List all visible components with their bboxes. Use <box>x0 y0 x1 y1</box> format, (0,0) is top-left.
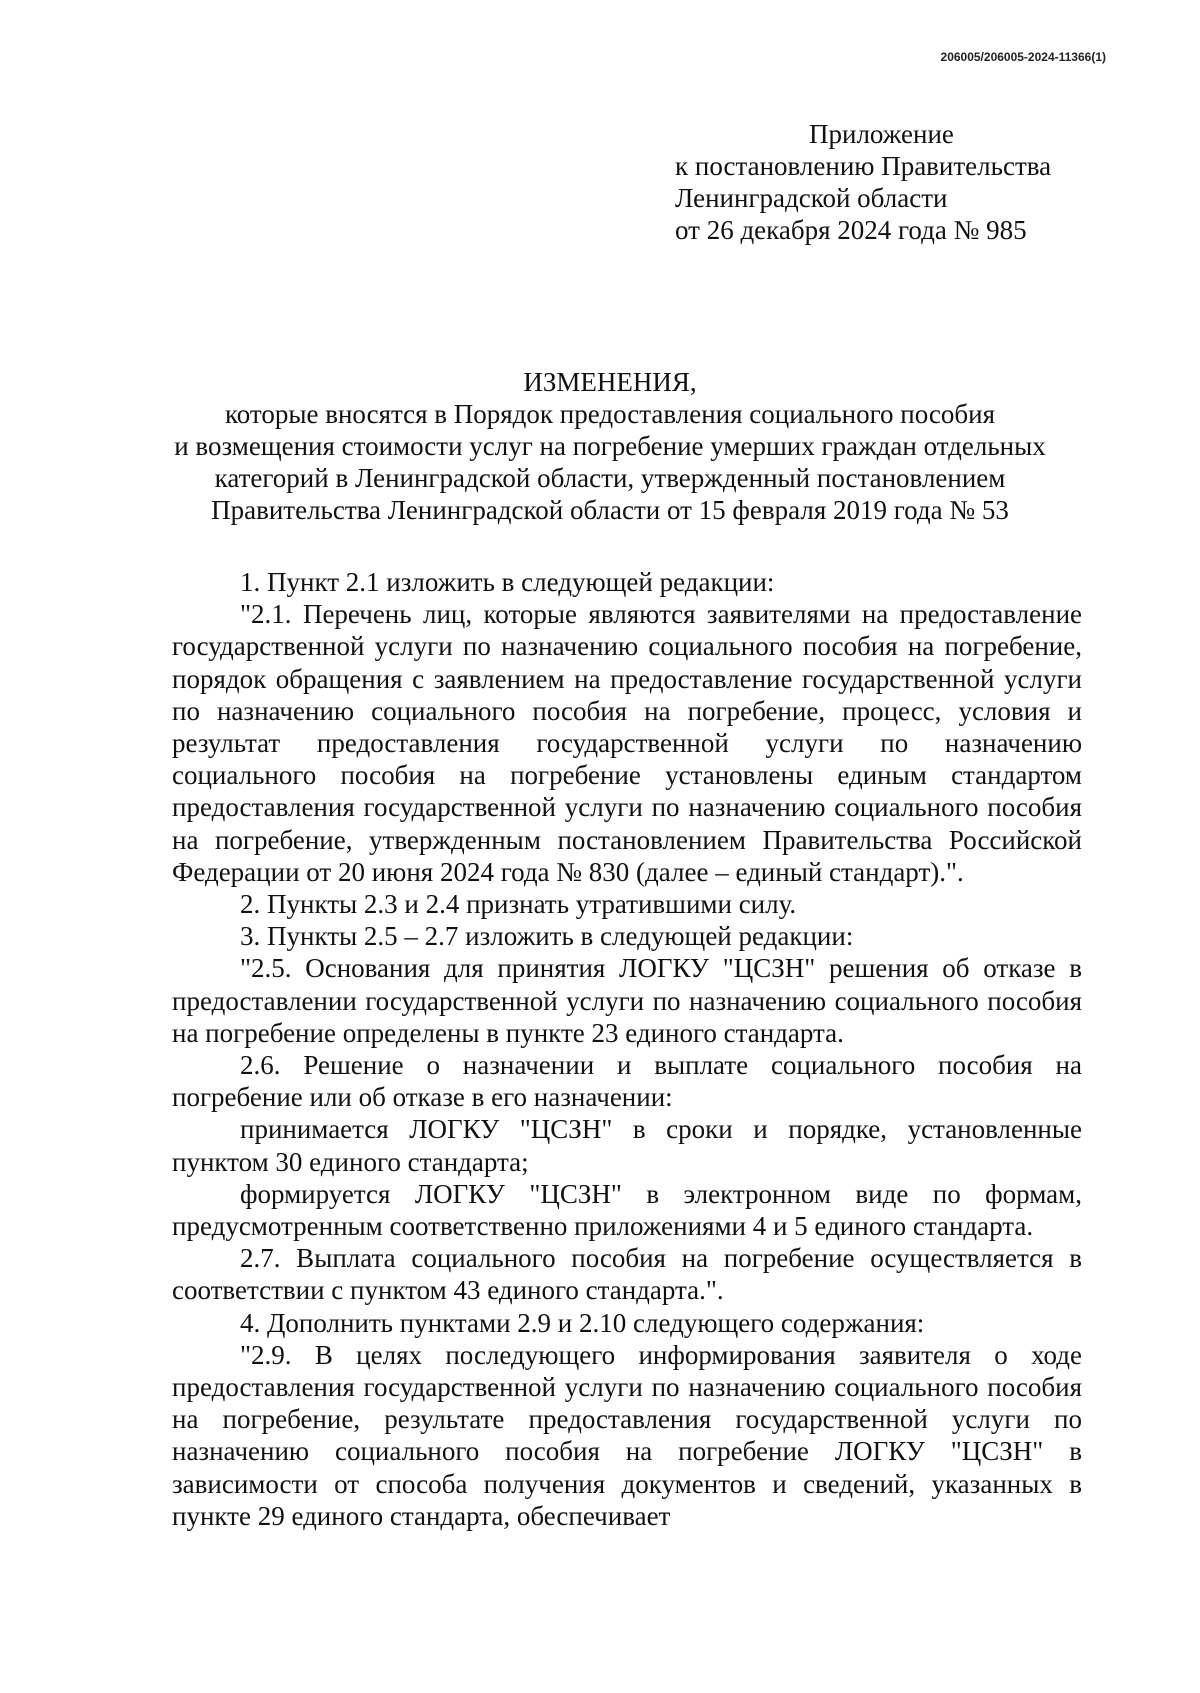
body-paragraph: формируется ЛОГКУ "ЦСЗН" в электронном виде по формам, предусмотренным соответственно приложениями 4 и 5 единого стандарта. <box>172 1178 1082 1242</box>
appendix-line: от 26 декабря 2024 года № 985 <box>675 215 1027 245</box>
title-line: Правительства Ленинградской области от 15 февраля 2019 года № 53 <box>211 495 1009 525</box>
document-registration-number: 206005/206005-2024-11366(1) <box>940 50 1106 64</box>
body-paragraph: "2.9. В целях последующего информирования заявителя о ходе предоставления государственной услуги по назначению социального пособия на погребение, результате предоставления государственной услуги по назначению социального пособия на погребение ЛОГКУ "ЦСЗН" в зависимости от способа получения документов и сведений, указанных в пункте 29 единого стандарта, обеспечивает <box>172 1339 1082 1531</box>
body-paragraph: 2.7. Выплата социального пособия на погребение осуществляется в соответствии с пунктом 43 единого стандарта.". <box>172 1243 1082 1306</box>
appendix-line: Ленинградской области <box>675 183 948 213</box>
body-paragraph: 2.6. Решение о назначении и выплате социального пособия на погребение или об отказе в его назначении: <box>172 1050 1082 1113</box>
body-paragraph: 3. Пункты 2.5 – 2.7 изложить в следующей редакции: <box>240 921 854 952</box>
body-paragraph: "2.1. Перечень лиц, которые являются заявителями на предоставление государственной услуги по назначению социального пособия на погребение, порядок обращения с заявлением на предоставление государственной услуги по назначению социального пособия на погребение, процесс, условия и результат предоставления государственной услуги по назначению социального пособия на погребение установлены единым стандартом предоставления государственной услуги по назначению социального пособия на погребение, утвержденным постановлением Правительства Российской Федерации от 20 июня 2024 года № 830 (далее – единый стандарт).". <box>172 599 1082 887</box>
body-paragraph: 4. Дополнить пунктами 2.9 и 2.10 следующего содержания: <box>240 1307 925 1338</box>
document-title <box>150 366 1070 526</box>
body-paragraph: принимается ЛОГКУ "ЦСЗН" в сроки и порядке, установленные пунктом 30 единого стандарта; <box>172 1114 1082 1177</box>
appendix-header <box>675 118 1051 246</box>
title-line: категорий в Ленинградской области, утвержденный постановлением <box>214 463 1006 493</box>
body-paragraph: "2.5. Основания для принятия ЛОГКУ "ЦСЗН" решения об отказе в предоставлении государственной услуги по назначению социального пособия на погребение определены в пункте 23 единого стандарта. <box>172 953 1082 1048</box>
title-line: которые вносятся в Порядок предоставления социального пособия <box>225 399 995 429</box>
document-body <box>172 566 1082 1532</box>
body-paragraph: 2. Пункты 2.3 и 2.4 признать утратившими силу. <box>240 889 797 920</box>
appendix-line: Приложение <box>809 119 954 149</box>
body-paragraph: 1. Пункт 2.1 изложить в следующей редакции: <box>240 567 775 597</box>
appendix-line: к постановлению Правительства <box>675 151 1052 181</box>
title-heading: ИЗМЕНЕНИЯ, <box>523 367 697 397</box>
title-line: и возмещения стоимости услуг на погребение умерших граждан отдельных <box>174 431 1046 461</box>
